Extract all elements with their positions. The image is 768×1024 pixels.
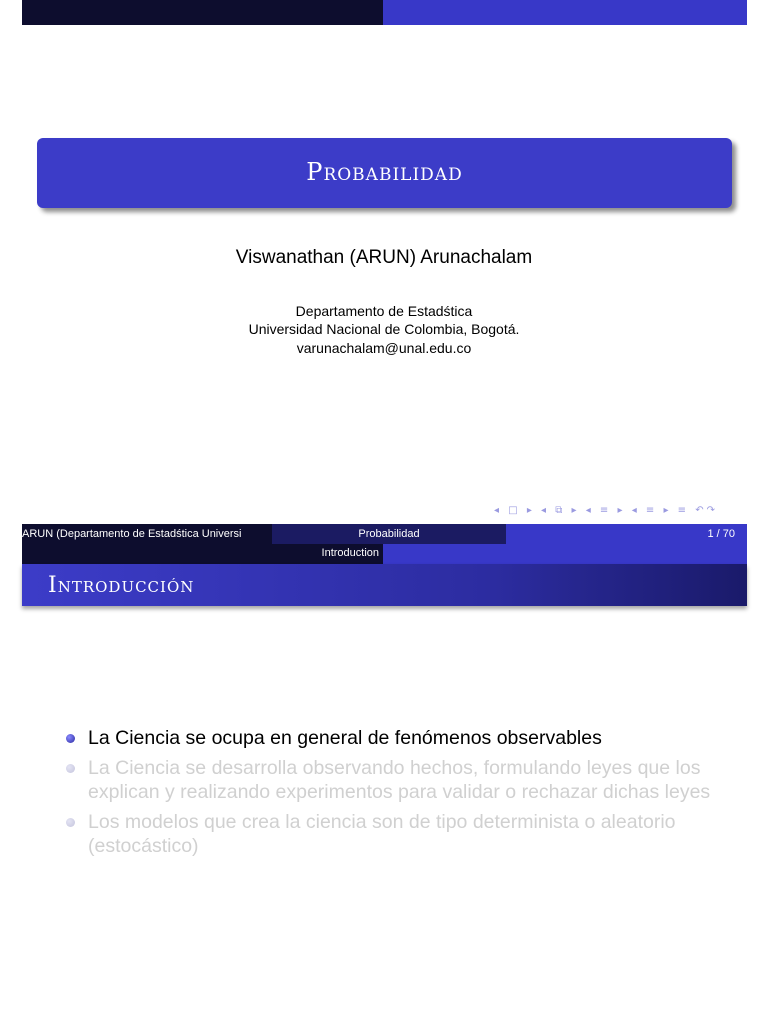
frame-title: Introducción [48, 573, 195, 598]
bullet-ball-icon [66, 764, 75, 773]
frame-title-bar [22, 564, 747, 606]
affiliation-email: varunachalam@unal.edu.co [296, 340, 472, 356]
beamer-navigation-icons[interactable]: ◂ □ ▸ ◂ ⧉ ▸ ◂ ≡ ▸ ◂ ≡ ▸ ≡ ↶↷ [494, 505, 718, 516]
bullet-list [66, 726, 736, 864]
headline-right-segment [383, 0, 747, 25]
section-name[interactable]: Introduction [321, 547, 379, 559]
headline-left-segment [22, 0, 383, 25]
footline [22, 524, 747, 544]
bullet-text: La Ciencia se ocupa en general de fenómenos observables [88, 727, 602, 749]
bullet-item [66, 756, 736, 804]
headline-left-segment [22, 544, 383, 564]
slide1-headline-bar [22, 0, 747, 25]
presentation-title: Probabilidad [306, 158, 463, 186]
bullet-ball-icon [66, 734, 75, 743]
author-name: Viswanathan (ARUN) Arunachalam [235, 247, 533, 268]
slide2-headline-bar [22, 544, 747, 564]
footline-author: ARUN (Departamento de Estadśtica Universi [22, 524, 272, 544]
bullet-item [66, 810, 736, 858]
bullet-ball-icon [66, 818, 75, 827]
affiliation-department: Departamento de Estadśtica [295, 303, 473, 319]
footline-page-number: 1 / 70 [506, 524, 747, 544]
footline-title: Probabilidad [272, 524, 506, 544]
title-block [37, 138, 732, 208]
bullet-item [66, 726, 736, 750]
bullet-text: Los modelos que crea la ciencia son de tipo determinista o aleatorio (estocástico) [88, 811, 676, 857]
headline-right-segment [383, 544, 747, 564]
bullet-text: La Ciencia se desarrolla observando hechos, formulando leyes que los explican y realizando experimentos para validar o rechazar dichas leyes [88, 757, 711, 803]
affiliation-university: Universidad Nacional de Colombia, Bogotá. [248, 321, 520, 337]
